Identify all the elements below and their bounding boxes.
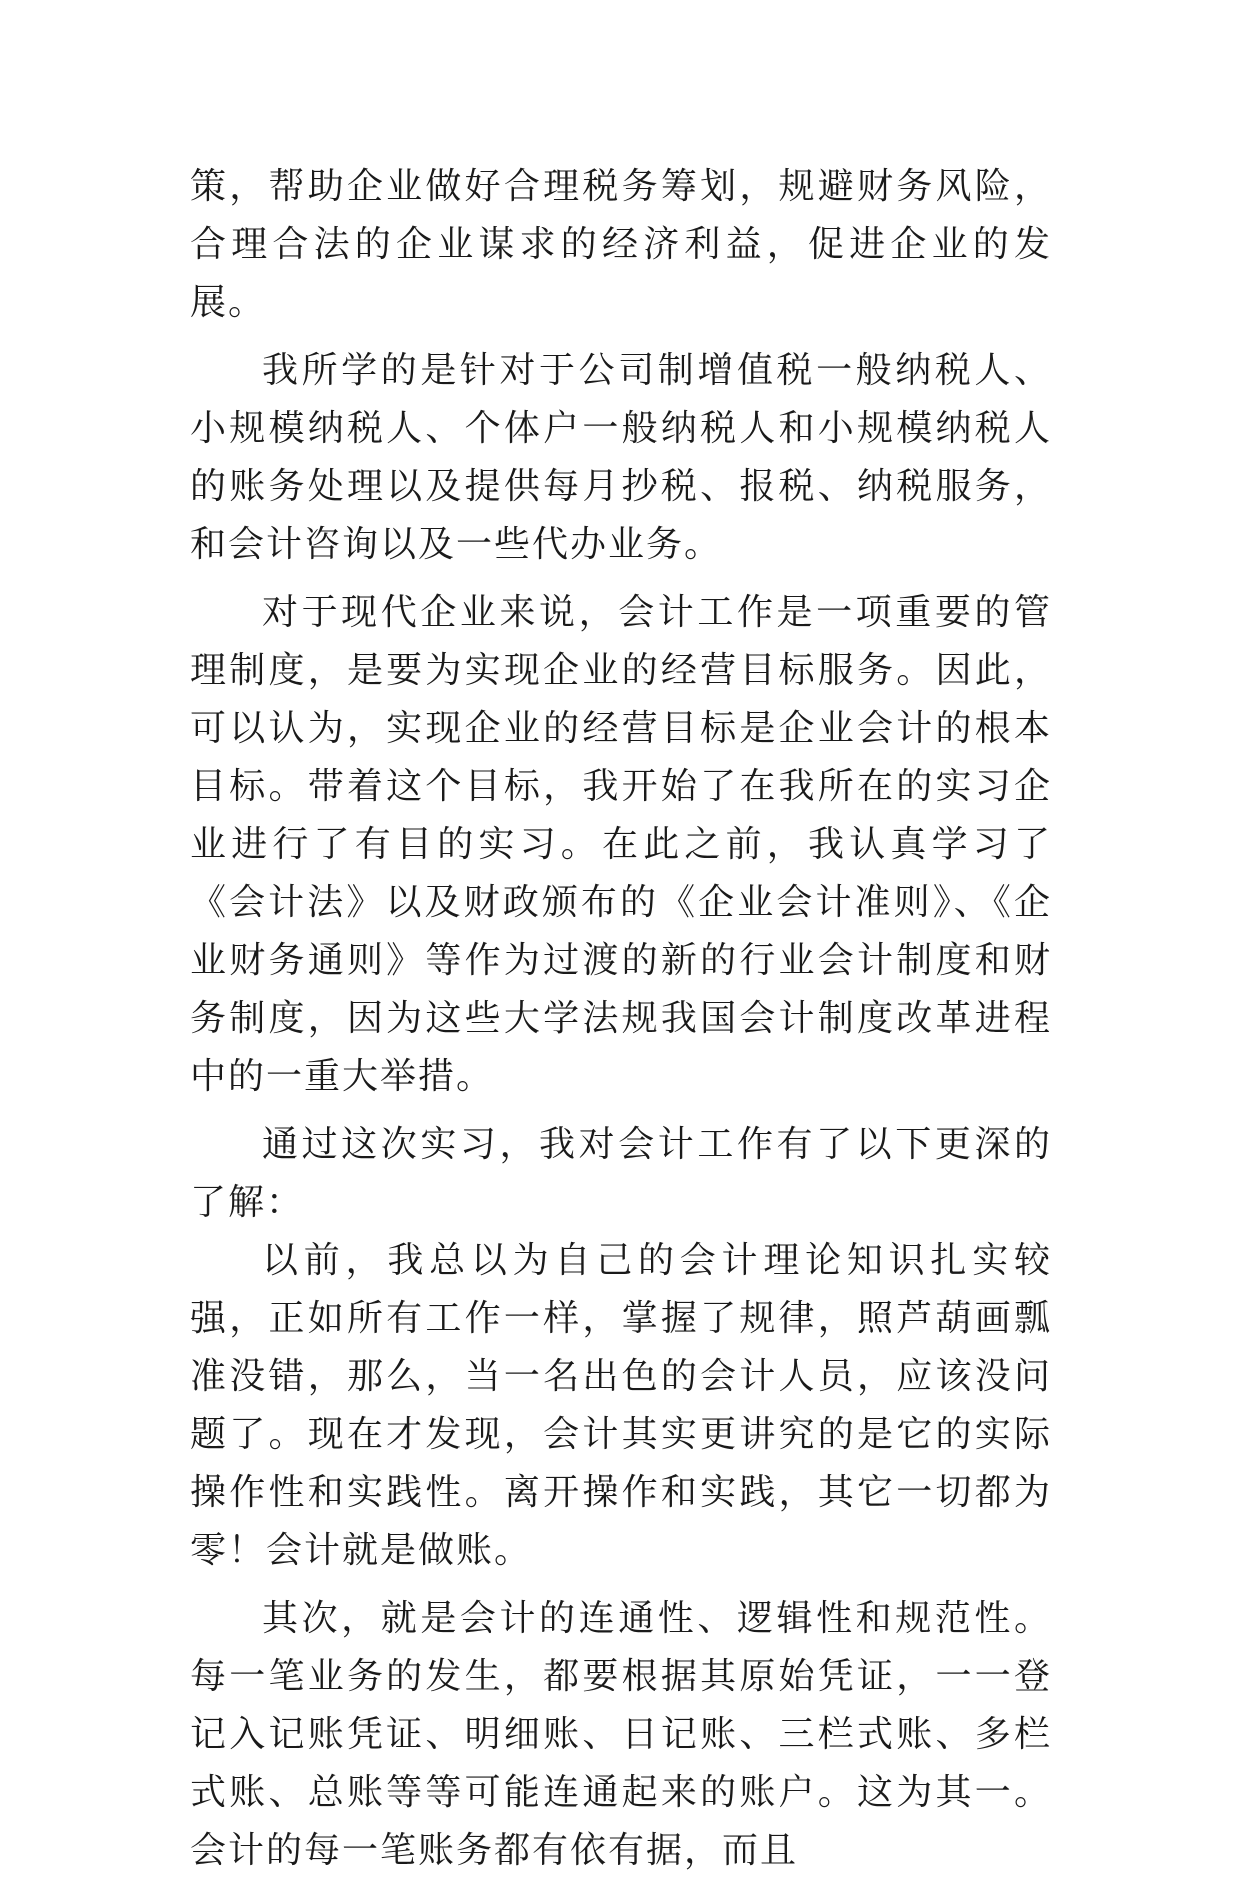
paragraph-connectivity: 其次，就是会计的连通性、逻辑性和规范性。每一笔业务的发生，都要根据其原始凭证，一一登记入记账凭证、明细账、日记账、三栏式账、多栏式账、总账等等可能连通起来的账户。这为其一。会计的每一笔账务都有依有据，而且 [190, 1598, 1052, 1871]
document-body [190, 158, 1052, 1880]
paragraph-modern-enterprise: 对于现代企业来说，会计工作是一项重要的管理制度，是要为实现企业的经营目标服务。因此，可以认为，实现企业的经营目标是企业会计的根本目标。带着这个目标，我开始了在我所在的实习企业进行了有目的实习。在此之前，我认真学习了《会计法》以及财政颁布的《企业会计准则》、《企业财务通则》等作为过渡的新的行业会计制度和财务制度，因为这些大学法规我国会计制度改革进程中的一重大举措。 [190, 592, 1052, 1097]
paragraph-study-scope: 我所学的是针对于公司制增值税一般纳税人、小规模纳税人、个体户一般纳税人和小规模纳税人的账务处理以及提供每月抄税、报税、纳税服务，和会计咨询以及一些代办业务。 [190, 350, 1052, 565]
paragraph-understanding-intro: 通过这次实习，我对会计工作有了以下更深的了解： [190, 1124, 1052, 1223]
paragraph-practice: 以前，我总以为自己的会计理论知识扎实较强，正如所有工作一样，掌握了规律，照芦葫画瓢准没错，那么，当一名出色的会计人员，应该没问题了。现在才发现，会计其实更讲究的是它的实际操作性和实践性。离开操作和实践，其它一切都为零！会计就是做账。 [190, 1240, 1052, 1571]
paragraph-continuation: 策，帮助企业做好合理税务筹划，规避财务风险，合理合法的企业谋求的经济利益，促进企业的发展。 [190, 166, 1052, 323]
